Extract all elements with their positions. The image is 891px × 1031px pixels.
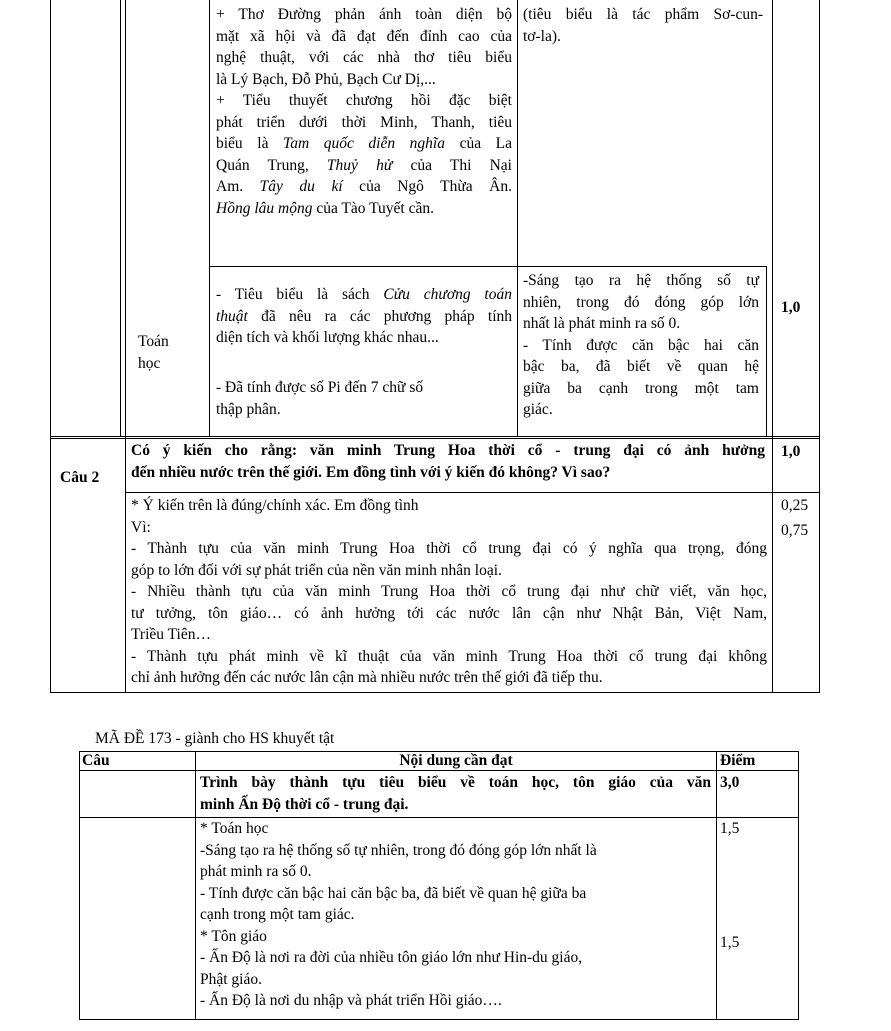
prompt-line: minh Ấn Độ thời cổ - trung đại. xyxy=(200,795,409,813)
india-math-cell xyxy=(523,270,759,421)
header-score: Điểm xyxy=(720,752,756,769)
china-pi-line: - Đã tính được số Pi đến 7 chữ số xyxy=(216,379,424,396)
prompt-line: Trình bày thành tựu tiêu biểu về toán học, tôn giáo của văn xyxy=(200,774,711,791)
novel-line: Quán Trung, Thuỷ hử của Thi Nại xyxy=(216,156,512,174)
table-border-inner-left xyxy=(120,0,121,436)
q2-answer xyxy=(131,495,767,689)
q2-answer-line: tư tưởng, tôn giáo… có ảnh hưởng tới các nước lân cận như Nhật Bản, Việt Nam, xyxy=(131,604,767,622)
prompt-score: 3,0 xyxy=(720,774,740,791)
answer-line: - Tính được căn bậc hai căn bậc ba, đã biết về quan hệ giữa ba xyxy=(200,884,587,902)
q2-answer-line: góp to lớn đối với sự phát triển của nền văn minh nhân loại. xyxy=(131,561,502,579)
india-math-line: nhiên, trong đó đóng góp lớn xyxy=(523,293,759,311)
row-divider-q2-top-double xyxy=(50,438,820,439)
header-content: Nội dung cần đạt xyxy=(399,752,513,769)
table-border-col3-inner xyxy=(766,266,767,436)
china-pi-cell xyxy=(216,377,512,420)
table2-border-bottom xyxy=(79,1019,799,1020)
india-math-line: giữa ba cạnh trong một tam xyxy=(523,379,759,397)
q2-label: Câu 2 xyxy=(60,469,100,486)
prompt-cell xyxy=(200,772,711,815)
poetry-line: + Thơ Đường phản ánh toàn diện bộ xyxy=(216,6,512,23)
novel-line: biểu là Tam quốc diễn nghĩa của La xyxy=(216,135,512,152)
table-border-right xyxy=(819,0,820,693)
header-question: Câu xyxy=(82,752,110,769)
q2-score: 1,0 xyxy=(781,443,801,460)
q2-question-line: Có ý kiến cho rằng: văn minh Trung Hoa thời cổ - trung đại có ảnh hưởng xyxy=(131,442,765,459)
answer-score: 1,5 xyxy=(720,934,740,951)
table-border-col3 xyxy=(517,0,518,436)
novel-line: phát triển dưới thời Minh, Thanh, tiêu xyxy=(216,113,512,131)
india-literature-cell xyxy=(523,4,763,47)
q2-question-line: đến nhiều nước trên thế giới. Em đồng tình với ý kiến đó không? Vì sao? xyxy=(131,463,611,481)
table2-border-left xyxy=(79,751,80,1020)
math-label-line: học xyxy=(138,354,161,372)
india-lit-line: tơ-la). xyxy=(523,27,561,45)
china-literature-cell xyxy=(216,4,512,219)
answer-line: * Tôn giáo xyxy=(200,927,267,945)
table2-border-col2 xyxy=(716,751,717,1020)
q2-answer-line: - Thành tựu của văn minh Trung Hoa thời cổ trung đại có ý nghĩa qua trọng, đóng xyxy=(131,540,767,557)
answer-score: 1,5 xyxy=(720,820,740,837)
answer-line: * Toán học xyxy=(200,820,269,837)
answer-line: -Sáng tạo ra hệ thống số tự nhiên, trong đó đóng góp lớn nhất là xyxy=(200,841,597,859)
q2-answer-line: - Nhiều thành tựu của văn minh Trung Hoa thời cổ trung đại như chữ viết, văn học, xyxy=(131,583,767,600)
answer-line: cạnh trong một tam giác. xyxy=(200,906,355,923)
poetry-line: mặt xã hội và đã đạt đến đỉnh cao của xyxy=(216,27,512,45)
math-label-line: Toán xyxy=(138,333,169,350)
answer-line: phát minh ra số 0. xyxy=(200,863,312,880)
india-lit-line: (tiêu biểu là tác phẩm Sơ-cun- xyxy=(523,6,763,23)
poetry-line: nghệ thuật, với các nhà thơ tiêu biểu xyxy=(216,49,512,66)
q2-answer-score: 0,75 xyxy=(781,522,809,539)
math-label xyxy=(138,331,208,374)
q2-answer-line: chỉ ảnh hưởng đến các nước lân cận mà nhiều nước trên thế giới đã tiếp thu. xyxy=(131,669,603,686)
row-divider-q2-answer xyxy=(125,492,820,493)
table-border-bottom xyxy=(50,692,820,693)
india-math-line: -Sáng tạo ra hệ thống số tự xyxy=(523,272,759,289)
china-math-line: - Tiêu biểu là sách Cửu chương toán xyxy=(216,286,512,303)
q2-answer-line: Triều Tiên… xyxy=(131,626,211,643)
table-border-left xyxy=(50,0,51,693)
row-divider-math xyxy=(209,266,766,267)
q2-answer-line: * Ý kiến trên là đúng/chính xác. Em đồng tình xyxy=(131,497,419,514)
china-pi-line: thập phân. xyxy=(216,400,281,418)
section-title: MÃ ĐỀ 173 - giành cho HS khuyết tật xyxy=(95,730,335,747)
china-math-cell xyxy=(216,284,512,349)
answer-line: - Ấn Độ là nơi du nhập và phát triển Hồi giáo…. xyxy=(200,992,502,1009)
india-math-line: giác. xyxy=(523,401,553,418)
answer-line: - Ấn Độ là nơi ra đời của nhiều tôn giáo lớn như Hin-du giáo, xyxy=(200,949,583,966)
row-divider-q2-top xyxy=(50,436,820,437)
q2-answer-line: Vì: xyxy=(131,518,151,536)
novel-line: Hồng lâu mộng của Tào Tuyết cần. xyxy=(216,199,434,217)
china-math-line: thuật đã nêu ra các phương pháp tính xyxy=(216,307,512,325)
table-border-double xyxy=(125,0,126,693)
math-score: 1,0 xyxy=(781,299,801,316)
india-math-line: - Tính được căn bậc hai căn xyxy=(523,336,759,354)
answer-cell xyxy=(200,818,712,1012)
answer-line: Phật giáo. xyxy=(200,970,262,988)
q2-answer-line: - Thành tựu phát minh về kĩ thuật của văn minh Trung Hoa thời cổ trung đại không xyxy=(131,647,767,665)
table-border-col4 xyxy=(772,0,773,693)
table2-border-col1 xyxy=(195,751,196,1020)
table2-border-right xyxy=(798,751,799,1020)
poetry-line: là Lý Bạch, Đỗ Phủ, Bạch Cư Dị,... xyxy=(216,70,436,88)
novel-line: + Tiểu thuyết chương hồi đặc biệt xyxy=(216,92,512,109)
q2-answer-score: 0,25 xyxy=(781,497,809,514)
q2-question xyxy=(131,440,765,483)
india-math-line: bậc ba, đã biết về quan hệ xyxy=(523,358,759,375)
table-border-col2 xyxy=(209,0,210,436)
novel-line: Am. Tây du kí của Ngô Thừa Ân. xyxy=(216,178,513,195)
china-math-line: diện tích và khối lượng khác nhau... xyxy=(216,329,439,346)
india-math-line: nhất là phát minh ra số 0. xyxy=(523,315,681,332)
